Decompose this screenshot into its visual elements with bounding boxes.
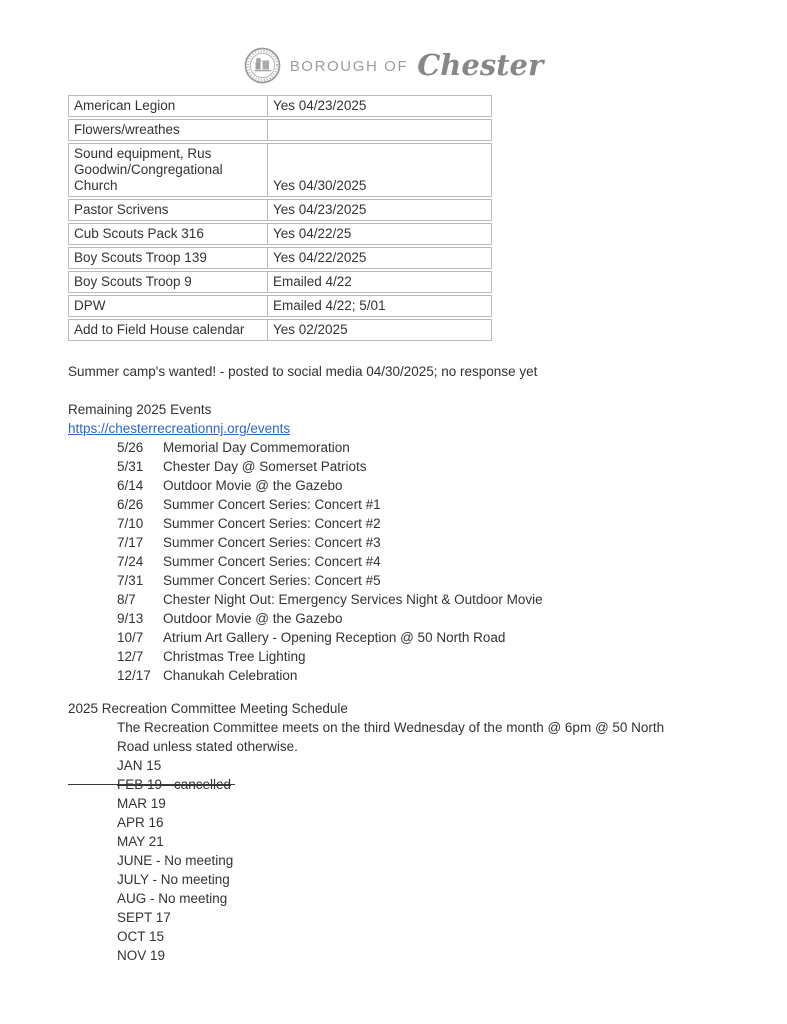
event-name: Summer Concert Series: Concert #3 <box>163 535 381 550</box>
meeting-date <box>117 946 787 965</box>
logo <box>0 45 787 85</box>
meeting-date-label: MAR 19 <box>117 796 166 811</box>
event-name: Chanukah Celebration <box>163 668 298 683</box>
table-row <box>68 199 492 221</box>
event-date: 7/24 <box>117 554 144 569</box>
event-date: 10/7 <box>117 630 144 645</box>
meeting-dates-list <box>117 756 787 965</box>
meeting-date-label: JUNE - No meeting <box>117 853 234 868</box>
event-name: Memorial Day Commemoration <box>163 440 350 455</box>
table-cell-item: Flowers/wreathes <box>68 119 268 141</box>
table-cell-status: Yes 04/23/2025 <box>268 199 492 221</box>
event-name: Summer Concert Series: Concert #2 <box>163 516 381 531</box>
table-row <box>68 271 492 293</box>
event-date: 12/7 <box>117 649 144 664</box>
meeting-description-line: Road unless stated otherwise. <box>117 739 298 754</box>
event-row <box>117 552 787 571</box>
table-row <box>68 143 492 197</box>
status-table <box>68 95 492 341</box>
event-name: Christmas Tree Lighting <box>163 649 306 664</box>
meeting-date-label: AUG - No meeting <box>117 891 228 906</box>
table-row <box>68 247 492 269</box>
table-cell-status: Yes 02/2025 <box>268 319 492 341</box>
meeting-date-label: APR 16 <box>117 815 164 830</box>
meeting-date <box>117 756 787 775</box>
event-row <box>117 571 787 590</box>
meeting-date-label: FEB 19 - cancelled <box>117 777 232 792</box>
meeting-description-line: The Recreation Committee meets on the third Wednesday of the month @ 6pm @ 50 North <box>117 720 665 735</box>
logo-chester-text: Chester <box>417 47 544 82</box>
meeting-date-label: JAN 15 <box>117 758 162 773</box>
event-date: 5/31 <box>117 459 144 474</box>
table-row <box>68 319 492 341</box>
table-cell-status: Yes 04/30/2025 <box>268 143 492 197</box>
meeting-date <box>117 775 787 794</box>
table-cell-status: Emailed 4/22 <box>268 271 492 293</box>
meeting-date <box>117 794 787 813</box>
meeting-date <box>117 889 787 908</box>
table-cell-item: Pastor Scrivens <box>68 199 268 221</box>
event-row <box>117 476 787 495</box>
table-cell-item: Sound equipment, Rus Goodwin/Congregational Church <box>68 143 268 197</box>
event-name: Summer Concert Series: Concert #5 <box>163 573 381 588</box>
meetings-title: 2025 Recreation Committee Meeting Schedule <box>68 701 348 716</box>
meeting-date <box>117 813 787 832</box>
event-row <box>117 647 787 666</box>
event-name: Atrium Art Gallery - Opening Reception @ 50 North Road <box>163 630 506 645</box>
meeting-description <box>117 718 787 756</box>
meeting-date <box>117 851 787 870</box>
event-date: 7/31 <box>117 573 144 588</box>
table-cell-status <box>268 119 492 141</box>
table-cell-item: American Legion <box>68 95 268 117</box>
event-row <box>117 495 787 514</box>
meeting-date-label: MAY 21 <box>117 834 164 849</box>
event-date: 6/26 <box>117 497 144 512</box>
logo-borough-of-text: BOROUGH OF <box>289 57 409 75</box>
table-row <box>68 119 492 141</box>
meeting-date-label: SEPT 17 <box>117 910 171 925</box>
meeting-date-label: JULY - No meeting <box>117 872 230 887</box>
event-name: Chester Day @ Somerset Patriots <box>163 459 367 474</box>
table-cell-status: Yes 04/23/2025 <box>268 95 492 117</box>
table-cell-status: Emailed 4/22; 5/01 <box>268 295 492 317</box>
events-title: Remaining 2025 Events <box>68 402 212 417</box>
events-link[interactable]: https://chesterrecreationnj.org/events <box>68 421 291 436</box>
table-row <box>68 95 492 117</box>
table-cell-item: DPW <box>68 295 268 317</box>
event-date: 6/14 <box>117 478 144 493</box>
table-cell-item: Boy Scouts Troop 139 <box>68 247 268 269</box>
event-row <box>117 438 787 457</box>
summer-camp-note: Summer camp's wanted! - posted to social media 04/30/2025; no response yet <box>68 364 538 379</box>
event-name: Summer Concert Series: Concert #1 <box>163 497 381 512</box>
table-cell-item: Add to Field House calendar <box>68 319 268 341</box>
table-row <box>68 223 492 245</box>
event-row <box>117 590 787 609</box>
table-cell-status: Yes 04/22/25 <box>268 223 492 245</box>
table-cell-item: Boy Scouts Troop 9 <box>68 271 268 293</box>
event-name: Summer Concert Series: Concert #4 <box>163 554 381 569</box>
event-row <box>117 628 787 647</box>
event-row <box>117 533 787 552</box>
event-date: 8/7 <box>117 592 136 607</box>
event-row <box>117 666 787 685</box>
event-name: Chester Night Out: Emergency Services Night & Outdoor Movie <box>163 592 543 607</box>
event-row <box>117 609 787 628</box>
event-name: Outdoor Movie @ the Gazebo <box>163 478 343 493</box>
meeting-date <box>117 927 787 946</box>
event-date: 7/10 <box>117 516 144 531</box>
table-cell-item: Cub Scouts Pack 316 <box>68 223 268 245</box>
event-date: 5/26 <box>117 440 144 455</box>
event-row <box>117 457 787 476</box>
meeting-date-label: OCT 15 <box>117 929 165 944</box>
event-date: 7/17 <box>117 535 144 550</box>
table-cell-status: Yes 04/22/2025 <box>268 247 492 269</box>
event-date: 12/17 <box>117 668 151 683</box>
meeting-date-label: NOV 19 <box>117 948 166 963</box>
events-list <box>117 438 787 685</box>
event-name: Outdoor Movie @ the Gazebo <box>163 611 343 626</box>
meeting-date <box>117 832 787 851</box>
event-row <box>117 514 787 533</box>
meeting-date <box>117 908 787 927</box>
event-date: 9/13 <box>117 611 144 626</box>
borough-seal-icon <box>244 47 281 84</box>
meeting-date <box>117 870 787 889</box>
table-row <box>68 295 492 317</box>
